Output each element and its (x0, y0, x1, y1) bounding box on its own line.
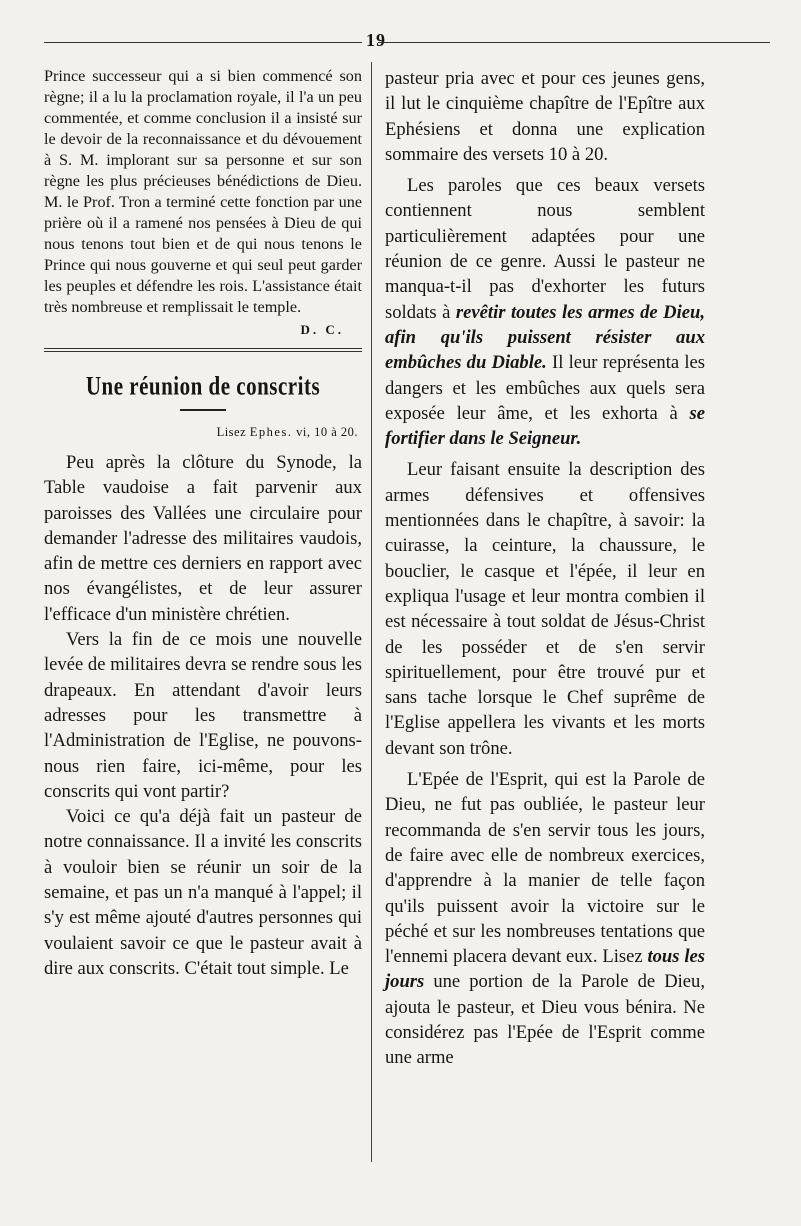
article-paragraph-2: Vers la fin de ce mois une nouvelle levée de militaires devra se rendre sous les drapeaux. En attendant d'avoir leurs adresses pour les transmettre à l'Administration de l'Eglise, ne pouvons-nous rien faire, ici-même, pour les conscrits qui vont partir? (44, 629, 362, 802)
header-rule-left (44, 42, 362, 43)
text-run: Les paroles que ces beaux versets contiennent nous semblent particulièrement adaptées pour une réunion de ce genre. Aussi le pasteur ne manqua-t-il pas d'exhorter les futurs soldats à (385, 175, 705, 323)
epigraph-prefix: Lisez (216, 425, 247, 439)
article-paragraph-5 (385, 173, 705, 451)
right-column (385, 66, 705, 1077)
italic-quote: se fortifier dans le Seigneur. (385, 402, 705, 450)
italic-quote: revêtir toutes les armes de Dieu, afin qu'ils puissent résister aux embûches du Diable. (385, 301, 705, 374)
epigraph-book: Ephes. (249, 425, 293, 439)
text-run: L'Epée de l'Esprit, qui est la Parole de Dieu, ne fut pas oubliée, le pasteur leur recommanda de s'en servir tous les jours, de faire avec elle de nombreux exercices, d'apprendre à la manier de telle façon qu'ils puissent avoir la victoire sur le péché et sur les nombreuses tentations que l'ennemi placera devant eux. Lisez (385, 769, 705, 968)
article-paragraph-4: pasteur pria avec et pour ces jeunes gens, il lut le cinquième chapître de l'Epître aux Ephésiens et donna une explication sommaire des versets 10 à 20. (385, 68, 705, 165)
text-run: Il leur représenta les dangers et les embûches aux quels sera exposée leur âme, et les exhorta à (385, 352, 705, 424)
article-paragraph-7 (385, 767, 705, 1071)
article-paragraph-6: Leur faisant ensuite la description des armes défensives et offensives mentionnées dans le chapître, à savoir: la cuirasse, la ceinture, la chaussure, le bouclier, le casque et l'épée, il leur en expliqua l'usage et leur montra combien il est nécessaire à tout soldat de Jésus-Christ de les posséder et de s'en servir spirituellement, pour être trouvé pur et sans tache lorsque le Chef suprême de l'Eglise appellera les vivants et les morts devant son trône. (385, 459, 705, 759)
article-separator (44, 348, 362, 352)
italic-quote: tous les jours (385, 946, 705, 993)
article-title: Une réunion de conscrits (85, 370, 321, 401)
continued-paragraph: Prince successeur qui a si bien commencé son règne; il a lu la proclamation royale, il l'a un peu commentée, et comme conclusion il a insisté sur le devoir de la reconnaissance et du dévouement à S. M. implorant sur sa personne et sur son règne les plus précieuses bénédictions de Dieu. M. le Prof. Tron a terminé cette fonction par une prière où il a ramené nos pensées à Dieu de qui nous tenons tout bien et de qui nous tenons le Prince qui nous gouverne et qui seul peut garder les peuples et défendre les rois. L'assistance était très nombreuse et remplissait le temple. (44, 67, 362, 316)
epigraph (44, 425, 358, 440)
title-rule (180, 409, 226, 411)
header-rule-right (378, 42, 770, 43)
text-run: une portion de la Parole de Dieu, ajouta le pasteur, et Dieu vous bénira. Ne considérez pas l'Epée de l'Esprit comme une arme (385, 971, 705, 1069)
signature: D. C. (300, 322, 344, 337)
epigraph-verses: vi, 10 à 20. (296, 425, 358, 439)
article-paragraph-1: Peu après la clôture du Synode, la Table vaudoise a fait parvenir aux paroisses des Vallées une circulaire pour demander l'adresse des militaires vaudois, afin de mettre ces derniers en rapport avec nos évangélistes, et de leur assurer l'efficace d'un ministère chrétien. (44, 452, 362, 625)
article-paragraph-3: Voici ce qu'a déjà fait un pasteur de notre connaissance. Il a invité les conscrits à vouloir bien se réunir un soir de la semaine, et pas un n'a manqué à l'appel; il s'y est même ajouté d'autres personnes qui voulaient savoir ce que le pasteur avait à dire aux conscrits. C'était tout simple. Le (44, 806, 362, 979)
column-divider (371, 62, 372, 1162)
left-column (44, 66, 362, 981)
page-header (44, 30, 770, 52)
page-number: 19 (366, 30, 386, 50)
